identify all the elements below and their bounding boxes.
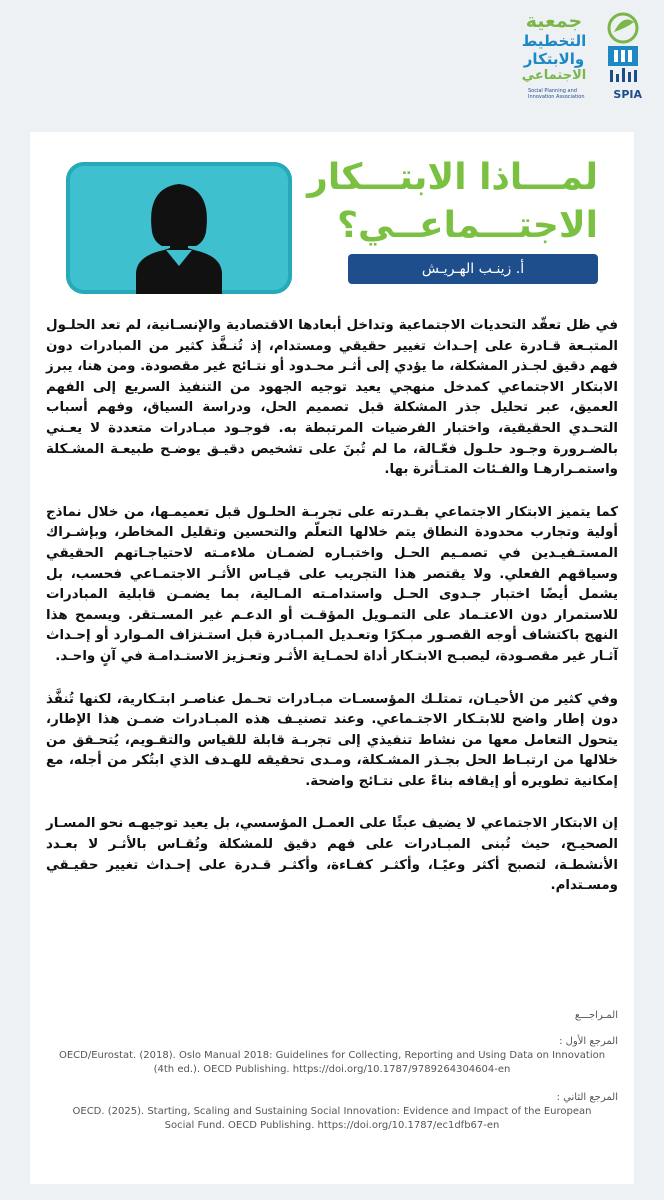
association-logo (508, 10, 648, 106)
paragraph: كما يتميز الابتكار الاجتماعي بقـدرته على تجربـة الحلـول قبل تعميمـها، من خلال نماذج أولية وتجارب محدودة النطاق يتم خلالها التعلّم والتحسين وتقليل المخاطر، وبإشـراك المستـفيـدين في تصمـيم الحـل واختبـاره لضمـان ملاءمـته لاحتياجـاتهم الحقيقي وسياقهم الفعلي. ولا يقتصر هذا التجريب على قيـاس الأثـر الاجتمـاعي فحسب، بل يشمل أيضًا اختبار جـدوى الحـل واستدامـته المـالية، بما يضمـن قابلية المبادرات للاستمرار دون الاعتـماد على التمـويل المؤقـت أو الدعـم غير المسـتقر. ويسمح هذا النهج باكتشاف أوجه القصـور مبـكرًا وتعـديل المبـادرة قبل استـنزاف المـوارد أو إحـداث آثـار غير مقصـودة، ليصبـح الابتـكار أداة لحمـاية الأثـر وتعـزيز الاستـدامـة في آنٍ واحـد. (46, 504, 618, 664)
title-line-2: الاجتـــماعــي؟ (337, 205, 598, 246)
logo-line-2: التخطيط (521, 32, 587, 50)
article-title (298, 154, 598, 250)
paragraph: إن الابتكار الاجتماعي لا يضيف عبئًا على العمـل المؤسسي، بل يعيد توجيهـه نحو المسـار الصحيـح، حيث تُبنى المبـادرات على فهم دقيق للمشكلة وتُقـاس بالأثـر لا بعـدد الأنشطـة، لتصبح أكثر وعيًـا، وأكثـر كفـاءة، وأكثـر قـدرة على إحـداث تغيير حقيـقي ومسـتدام. (45, 816, 618, 894)
logo-emblem-icon (602, 12, 644, 86)
reference-citation: OECD/Eurostat. (2018). Oslo Manual 2018: Guidelines for Collecting, Reporting and Using Data on Innovation (4th ed.). OECD Publishing. https://doi.org/10.1787/9789264304604-en (58, 1050, 606, 1075)
reference-label: المرجع الأول : (559, 1036, 618, 1047)
paragraph: وفي كثير من الأحيـان، تمتلـك المؤسسـات مبـادرات تحـمل عناصـر ابتـكارية، لكنها تُنفَّذ دون إطار واضح للابتـكار الاجتـماعي. وعند تصنيـف هذه المبـادرات ضمـن هذا الإطار، يتحول التعامل معها من نشاط تنفيذي إلى تجربـة قابلة للقياس والتقـويم، يُتحـقق من خلالها من ارتبـاط الحل بجـذر المشـكلة، ومـدى تحقيقه للهـدف الذي ابتُكر من أجله، مع إمكانية تطويره أو إيقافه بناءً على نتـائج واضحة. (46, 691, 618, 789)
logo-line-1: جمعية (525, 10, 583, 32)
logo-line-4: الاجتماعي (521, 68, 587, 83)
article-card (30, 132, 634, 1184)
logo-english-name: Social Planning and Innovation Association (528, 88, 585, 100)
logo-abbreviation: SPIA (613, 88, 642, 101)
paragraph: في ظل تعقّد التحديات الاجتماعية وتداخل أبعادها الاقتصادية والإنسـانية، لم تعد الحلـول المتبـعة قـادرة على إحـداث تغيير حقيقي ومستدام، إذ تُنـفَّذ كثير من المبادرات دون فهم دقيق لجـذر المشكلة، ما يؤدي إلى أثـر محـدود أو نتـائج غير مقصودة. ومن هنا، يبرز الابتكار الاجتماعي كمدخل منهجي يعيد توجيه الجهود من التنفيذ السريع إلى الفهم العميق، عبر تحليل جذر المشكلة قبل تصميم الحل، ودراسة السياق، وفهم أسباب التحـدي الحقيقية، واختبار الفرضيات المرتبطة به. فوجـود مبـادرات متعددة لا يعـني بالضـرورة وجـود حلـول فعّـالة، ما لم تُبنَ على تشخيص دقيـق يوضـح طبيعـة المشـكلة واستمـرارهـا والفـئات المتـأثرة بها. (46, 318, 618, 478)
author-portrait (66, 162, 292, 294)
author-name: أ. زينـب الهـريـش (348, 254, 598, 284)
references-section (46, 1010, 618, 1147)
article-body (46, 316, 618, 919)
logo-wordmark (508, 10, 600, 84)
references-heading: المـراجـــع (574, 1010, 618, 1021)
reference-label: المرجع الثاني : (556, 1092, 618, 1103)
title-line-1: لمـــاذا الابتـــكار (307, 157, 598, 198)
reference-citation: OECD. (2025). Starting, Scaling and Sustaining Social Innovation: Evidence and Impact of the European Social Fund. OECD Publishing. https://doi.org/10.1787/ec1dfb67-en (72, 1106, 592, 1131)
logo-line-3: والابتكار (523, 50, 585, 68)
person-silhouette-icon (66, 162, 292, 294)
